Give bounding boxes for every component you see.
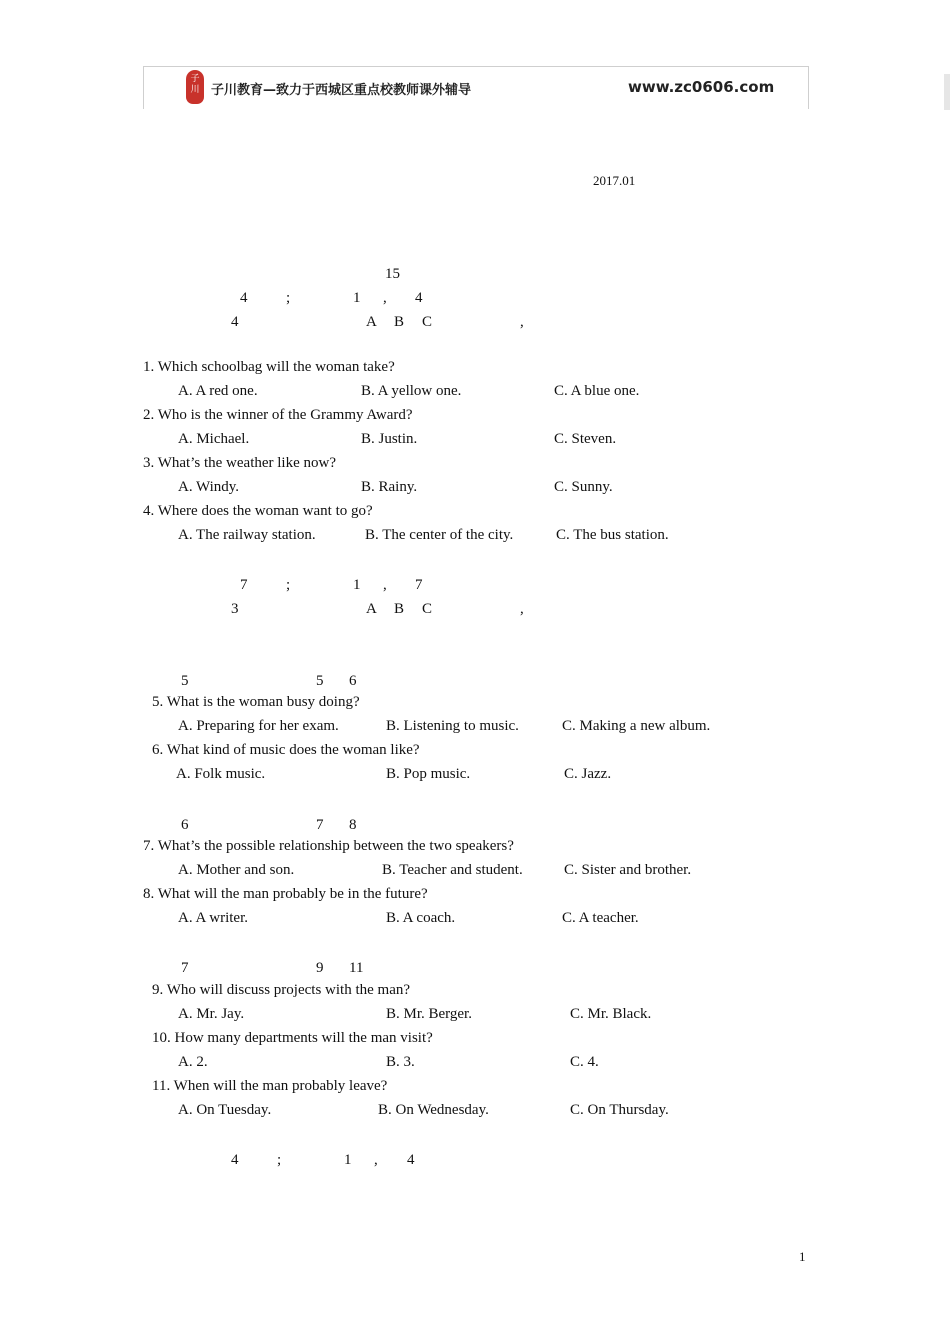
intro-frag: B — [394, 314, 405, 330]
option-b: B. Justin. — [361, 431, 418, 447]
option-c: C. A teacher. — [562, 910, 639, 926]
option-a: A. On Tuesday. — [178, 1102, 272, 1118]
option-c: C. On Thursday. — [570, 1102, 669, 1118]
option-a: A. Preparing for her exam. — [178, 718, 339, 734]
dialog-label: 5 — [181, 673, 189, 689]
option-b: B. Mr. Berger. — [386, 1006, 472, 1022]
intro-frag: 1 — [344, 1152, 352, 1168]
intro-frag: , — [383, 290, 387, 306]
logo-seal-text: 子川 — [190, 74, 200, 95]
dialog-label: 8 — [349, 817, 357, 833]
intro-frag: 4 — [231, 314, 239, 330]
dialog-label: 6 — [181, 817, 189, 833]
option-b: B. A coach. — [386, 910, 456, 926]
intro-frag: , — [520, 314, 524, 330]
edge-mark — [944, 74, 950, 110]
intro-frag: 4 — [407, 1152, 415, 1168]
option-b: B. A yellow one. — [361, 383, 462, 399]
intro-frag: 3 — [231, 601, 239, 617]
intro-frag: B — [394, 601, 405, 617]
question-text: 4. Where does the woman want to go? — [143, 503, 373, 519]
question-text: 3. What’s the weather like now? — [143, 455, 336, 471]
dialog-label: 6 — [349, 673, 357, 689]
option-c: C. Jazz. — [564, 766, 612, 782]
option-c: C. Mr. Black. — [570, 1006, 652, 1022]
option-a: A. A red one. — [178, 383, 258, 399]
header-website: www.zc0606.com — [628, 78, 775, 96]
question-text: 7. What’s the possible relationship between the two speakers? — [143, 838, 514, 854]
dialog-label: 11 — [349, 960, 364, 976]
intro-frag: , — [383, 577, 387, 593]
intro-frag: C — [422, 314, 433, 330]
option-b: B. 3. — [386, 1054, 415, 1070]
dialog-label: 9 — [316, 960, 324, 976]
question-text: 1. Which schoolbag will the woman take? — [143, 359, 395, 375]
intro-frag: 7 — [240, 577, 248, 593]
option-b: B. On Wednesday. — [378, 1102, 489, 1118]
intro-frag: A — [366, 601, 377, 617]
option-c: C. A blue one. — [554, 383, 640, 399]
intro-score: 15 — [385, 266, 400, 282]
dialog-label: 7 — [316, 817, 324, 833]
intro-frag: 1 — [353, 290, 361, 306]
question-text: 2. Who is the winner of the Grammy Award? — [143, 407, 413, 423]
option-a: A. Mr. Jay. — [178, 1006, 245, 1022]
option-b: B. The center of the city. — [365, 527, 514, 543]
option-c: C. Sister and brother. — [564, 862, 692, 878]
intro-frag: 7 — [415, 577, 423, 593]
page-number: 1 — [799, 1249, 806, 1264]
intro-frag: ; — [277, 1152, 282, 1168]
question-text: 11. When will the man probably leave? — [152, 1078, 388, 1094]
intro-frag: ; — [286, 577, 291, 593]
intro-frag: 4 — [240, 290, 248, 306]
intro-frag: C — [422, 601, 433, 617]
question-text: 5. What is the woman busy doing? — [152, 694, 360, 710]
option-a: A. The railway station. — [178, 527, 316, 543]
option-a: A. Michael. — [178, 431, 250, 447]
option-a: A. Folk music. — [176, 766, 266, 782]
option-c: C. 4. — [570, 1054, 599, 1070]
question-text: 9. Who will discuss projects with the man? — [152, 982, 411, 998]
dialog-label: 7 — [181, 960, 189, 976]
option-c: C. Steven. — [554, 431, 617, 447]
option-a: A. Windy. — [178, 479, 240, 495]
option-b: B. Teacher and student. — [382, 862, 523, 878]
option-a: A. 2. — [178, 1054, 208, 1070]
intro-frag: 4 — [231, 1152, 239, 1168]
question-text: 10. How many departments will the man visit? — [152, 1030, 433, 1046]
option-b: B. Pop music. — [386, 766, 471, 782]
header-slogan: 子川教育—致力于西城区重点校教师课外辅导 — [211, 83, 472, 98]
dialog-label: 5 — [316, 673, 324, 689]
option-b: B. Rainy. — [361, 479, 418, 495]
intro-frag: 1 — [353, 577, 361, 593]
option-c: C. Sunny. — [554, 479, 613, 495]
option-c: C. The bus station. — [556, 527, 669, 543]
question-text: 8. What will the man probably be in the future? — [143, 886, 428, 902]
option-c: C. Making a new album. — [562, 718, 711, 734]
question-text: 6. What kind of music does the woman like? — [152, 742, 420, 758]
intro-frag: 4 — [415, 290, 423, 306]
intro-frag: , — [374, 1152, 378, 1168]
exam-date: 2017.01 — [593, 173, 636, 188]
intro-frag: , — [520, 601, 524, 617]
intro-frag: ; — [286, 290, 291, 306]
option-b: B. Listening to music. — [386, 718, 519, 734]
intro-frag: A — [366, 314, 377, 330]
option-a: A. Mother and son. — [178, 862, 295, 878]
option-a: A. A writer. — [178, 910, 248, 926]
